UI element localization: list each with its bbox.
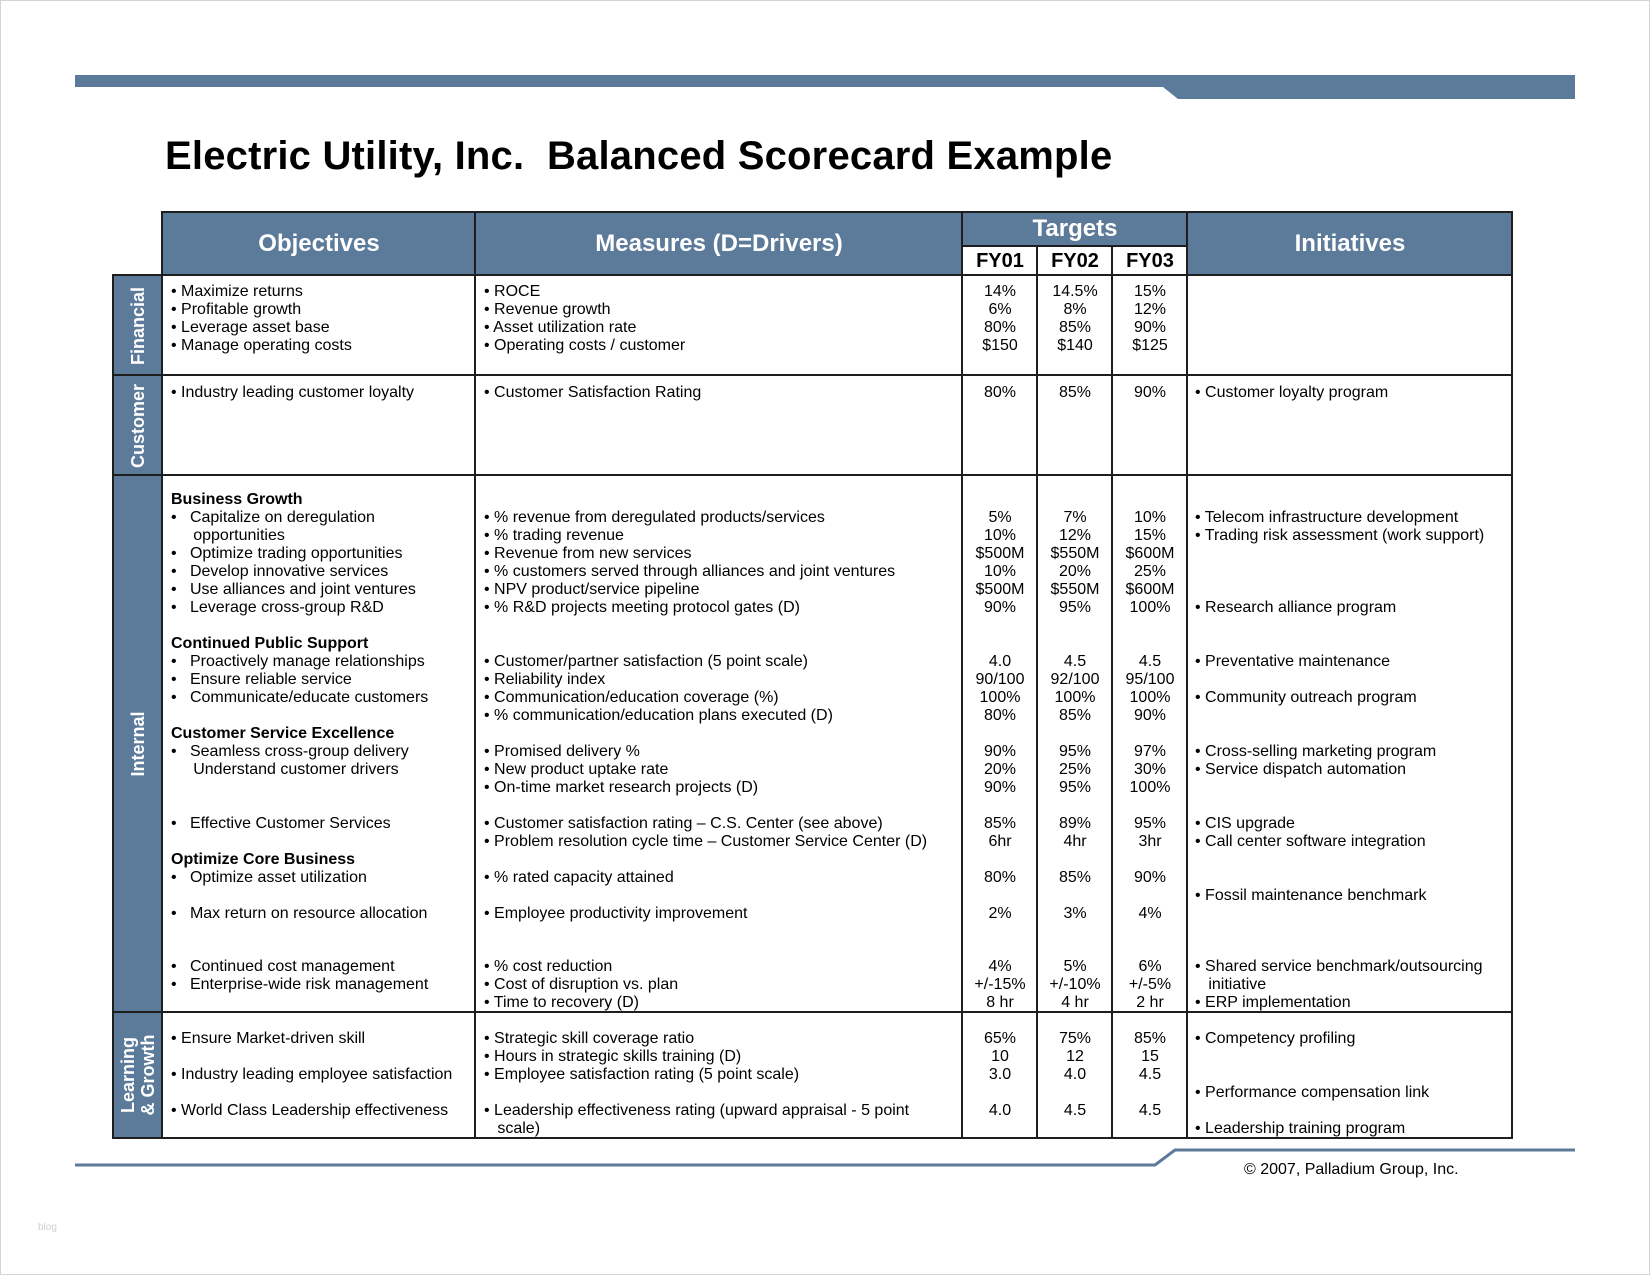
cell-fy01: 80% [983,319,1017,336]
cell-meas: • Asset utilization rate [484,319,637,336]
cell-fy02: 14.5% [1052,283,1098,300]
cell-fy01: 10 [991,1048,1009,1065]
cell-obj: • Leverage asset base [171,319,330,336]
cell-fy02: 25% [1058,761,1092,778]
cell-meas: • Operating costs / customer [484,337,686,354]
cell-fy02: 89% [1058,815,1092,832]
cell-fy02: 85% [1058,707,1092,724]
cell-fy03: 15% [1133,283,1167,300]
cell-fy03: 15 [1141,1048,1159,1065]
cell-fy02: 12 [1066,1048,1084,1065]
cell-obj: • Manage operating costs [171,337,352,354]
cell-fy01: 80% [983,869,1017,886]
header-fy01: FY01 [963,247,1037,275]
cell-fy01: $500M [975,545,1025,562]
cell-fy01: 10% [983,527,1017,544]
cell-fy01: 2% [988,905,1012,922]
cell-fy03: 30% [1133,761,1167,778]
cell-fy02: 8% [1063,301,1087,318]
header-measures: Measures (D=Drivers) [476,212,962,275]
cell-fy03: 10% [1133,509,1167,526]
cell-obj: Understand customer drivers [171,761,399,778]
cell-obj: Customer Service Excellence [171,725,395,742]
cell-init: • Research alliance program [1195,599,1397,616]
cell-init: • Community outreach program [1195,689,1417,706]
cell-init: • Competency profiling [1195,1030,1356,1047]
cell-fy03: 4% [1138,905,1162,922]
cell-fy01: 4.0 [988,653,1012,670]
cell-obj: • Enterprise-wide risk management [171,976,429,993]
top-accent-bar [75,75,1575,99]
cell-fy01: 10% [983,563,1017,580]
cell-fy02: 85% [1058,319,1092,336]
cell-fy01: $500M [975,581,1025,598]
cell-fy02: 4.5 [1063,653,1087,670]
cell-meas: • Time to recovery (D) [484,994,639,1011]
cell-fy03: 90% [1133,319,1167,336]
cell-init: • Trading risk assessment (work support) [1195,527,1485,544]
cell-obj: • Effective Customer Services [171,815,391,832]
cell-meas: • Cost of disruption vs. plan [484,976,679,993]
cell-meas: • Customer satisfaction rating – C.S. Center (see above) [484,815,883,832]
cell-fy02: 5% [1063,958,1087,975]
cell-meas: • Hours in strategic skills training (D) [484,1048,742,1065]
cell-obj: • Max return on resource allocation [171,905,428,922]
cell-fy03: 4.5 [1138,1102,1162,1119]
cell-init: • Telecom infrastructure development [1195,509,1459,526]
page-title: Electric Utility, Inc. Balanced Scorecard Example [165,134,1113,178]
cell-init: • ERP implementation [1195,994,1351,1011]
cell-fy02: $550M [1050,545,1100,562]
cell-fy01: 85% [983,815,1017,832]
cell-init: initiative [1195,976,1267,993]
cell-meas: • Strategic skill coverage ratio [484,1030,695,1047]
cell-fy03: 15% [1133,527,1167,544]
cell-fy01: 6hr [988,833,1012,850]
cell-fy02: 4.5 [1063,1102,1087,1119]
cell-obj: • Optimize trading opportunities [171,545,403,562]
watermark: blog [38,1222,57,1233]
cell-obj: • Maximize returns [171,283,303,300]
cell-fy01: 3.0 [988,1066,1012,1083]
cell-meas: • Revenue growth [484,301,611,318]
copyright: © 2007, Palladium Group, Inc. [1244,1161,1459,1178]
cell-fy02: 92/100 [1050,671,1100,688]
cell-fy02: 12% [1058,527,1092,544]
cell-fy01: 4.0 [988,1102,1012,1119]
cell-obj: • Communicate/educate customers [171,689,429,706]
cell-obj: Continued Public Support [171,635,369,652]
cell-meas: • Employee satisfaction rating (5 point scale) [484,1066,800,1083]
cell-obj: • Optimize asset utilization [171,869,367,886]
cell-meas: • New product uptake rate [484,761,669,778]
perspective-financial: Financial [113,276,163,375]
cell-init: • Call center software integration [1195,833,1426,850]
cell-obj: • Profitable growth [171,301,302,318]
cell-fy01: 80% [983,384,1017,401]
cell-obj: opportunities [171,527,285,544]
cell-fy03: 100% [1129,599,1171,616]
cell-meas: • Problem resolution cycle time – Customer Service Center (D) [484,833,928,850]
cell-fy03: 4.5 [1138,653,1162,670]
cell-obj: • Capitalize on deregulation [171,509,375,526]
cell-fy03: 12% [1133,301,1167,318]
cell-fy01: 14% [983,283,1017,300]
cell-init: • Preventative maintenance [1195,653,1391,670]
cell-meas: • % communication/education plans executed (D) [484,707,833,724]
cell-fy01: $150 [982,337,1018,354]
cell-obj: • Industry leading employee satisfaction [171,1066,453,1083]
perspective-internal: Internal [113,476,163,1012]
cell-obj: • Industry leading customer loyalty [171,384,415,401]
cell-meas: • Customer Satisfaction Rating [484,384,702,401]
cell-fy02: 95% [1058,599,1092,616]
cell-meas: • % trading revenue [484,527,624,544]
cell-fy01: 20% [983,761,1017,778]
cell-meas: • Employee productivity improvement [484,905,748,922]
cell-init: • Shared service benchmark/outsourcing [1195,958,1483,975]
cell-obj: • Proactively manage relationships [171,653,425,670]
cell-fy03: 95% [1133,815,1167,832]
cell-meas: • ROCE [484,283,541,300]
cell-fy02: 85% [1058,384,1092,401]
cell-fy01: 4% [988,958,1012,975]
cell-obj: • Seamless cross-group delivery [171,743,409,760]
cell-meas: • Reliability index [484,671,606,688]
cell-init: • Fossil maintenance benchmark [1195,887,1427,904]
cell-fy02: 75% [1058,1030,1092,1047]
cell-fy03: 100% [1129,779,1171,796]
cell-init: • Performance compensation link [1195,1084,1430,1101]
cell-fy03: 100% [1129,689,1171,706]
cell-fy03: 97% [1133,743,1167,760]
cell-fy01: 80% [983,707,1017,724]
cell-fy01: 8 hr [986,994,1014,1011]
cell-init: • Cross-selling marketing program [1195,743,1437,760]
cell-meas: • % customers served through alliances and joint ventures [484,563,896,580]
cell-fy01: 6% [988,301,1012,318]
cell-meas: • % R&D projects meeting protocol gates (D) [484,599,800,616]
cell-init: • Service dispatch automation [1195,761,1407,778]
cell-fy02: $550M [1050,581,1100,598]
cell-obj: • Leverage cross-group R&D [171,599,384,616]
perspective-customer: Customer [113,376,163,475]
cell-fy03: $600M [1125,581,1175,598]
cell-fy01: 5% [988,509,1012,526]
cell-fy01: 90% [983,743,1017,760]
cell-fy03: 95/100 [1125,671,1175,688]
cell-fy03: +/-5% [1128,976,1172,993]
cell-obj: • World Class Leadership effectiveness [171,1102,449,1119]
cell-fy02: $140 [1057,337,1093,354]
cell-fy02: 4hr [1063,833,1087,850]
cell-obj: Business Growth [171,491,303,508]
cell-meas: • Revenue from new services [484,545,692,562]
cell-meas: scale) [484,1120,541,1137]
cell-fy03: 85% [1133,1030,1167,1047]
cell-fy02: 100% [1054,689,1096,706]
cell-fy02: 85% [1058,869,1092,886]
cell-fy03: 90% [1133,707,1167,724]
cell-meas: • On-time market research projects (D) [484,779,759,796]
cell-meas: • Leadership effectiveness rating (upward appraisal - 5 point [484,1102,910,1119]
cell-meas: • Communication/education coverage (%) [484,689,779,706]
cell-meas: • NPV product/service pipeline [484,581,700,598]
cell-obj: • Use alliances and joint ventures [171,581,416,598]
cell-fy02: 20% [1058,563,1092,580]
cell-fy03: 2 hr [1136,994,1164,1011]
cell-fy01: 90% [983,779,1017,796]
cell-fy03: $600M [1125,545,1175,562]
cell-fy02: 4.0 [1063,1066,1087,1083]
header-objectives: Objectives [163,212,475,275]
cell-fy02: 95% [1058,779,1092,796]
cell-fy03: 90% [1133,384,1167,401]
cell-obj: • Ensure reliable service [171,671,352,688]
cell-fy03: 3hr [1138,833,1162,850]
cell-fy02: 3% [1063,905,1087,922]
cell-fy02: 7% [1063,509,1087,526]
cell-meas: • % rated capacity attained [484,869,674,886]
cell-fy03: $125 [1132,337,1168,354]
cell-fy02: +/-10% [1049,976,1101,993]
header-fy02: FY02 [1038,247,1112,275]
header-initiatives: Initiatives [1188,212,1512,275]
header-fy03: FY03 [1113,247,1187,275]
cell-obj: Optimize Core Business [171,851,356,868]
cell-fy01: 65% [983,1030,1017,1047]
cell-fy02: 95% [1058,743,1092,760]
cell-meas: • Customer/partner satisfaction (5 point scale) [484,653,808,670]
cell-obj: • Continued cost management [171,958,395,975]
cell-fy03: 6% [1138,958,1162,975]
cell-fy02: 4 hr [1061,994,1089,1011]
cell-fy01: +/-15% [974,976,1026,993]
cell-meas: • % revenue from deregulated products/services [484,509,825,526]
cell-fy03: 25% [1133,563,1167,580]
cell-fy01: 90/100 [975,671,1025,688]
cell-fy01: 100% [979,689,1021,706]
cell-obj: • Develop innovative services [171,563,389,580]
cell-meas: • Promised delivery % [484,743,640,760]
cell-fy03: 4.5 [1138,1066,1162,1083]
cell-fy03: 90% [1133,869,1167,886]
cell-init: • CIS upgrade [1195,815,1295,832]
cell-meas: • % cost reduction [484,958,613,975]
cell-init: • Leadership training program [1195,1120,1406,1137]
header-targets: Targets [963,212,1187,246]
perspective-learning-growth: Learning & Growth [113,1013,163,1137]
cell-init: • Customer loyalty program [1195,384,1389,401]
cell-fy01: 90% [983,599,1017,616]
cell-obj: • Ensure Market-driven skill [171,1030,366,1047]
